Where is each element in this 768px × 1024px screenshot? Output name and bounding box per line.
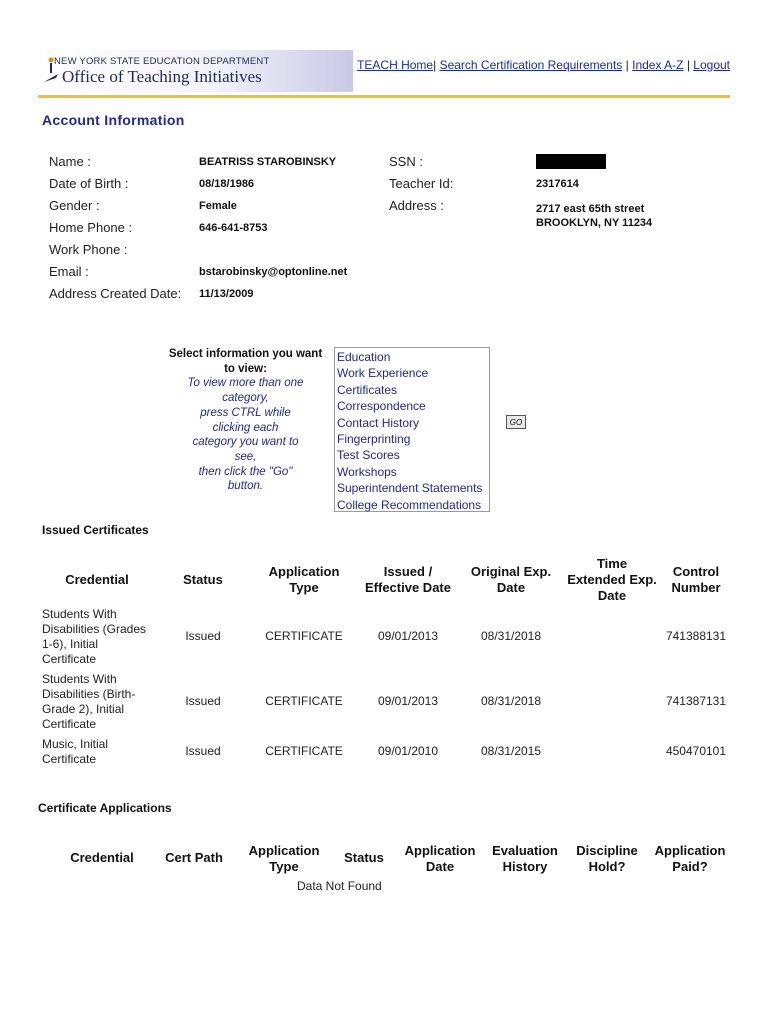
credential-line: Students With (42, 607, 117, 621)
selector-help-line: category you want to (192, 436, 299, 449)
issued-date-cell: 09/01/2013 (377, 694, 439, 708)
ssn-label: SSN : (389, 154, 423, 169)
credential-line: Students With (42, 672, 117, 686)
listbox-option-certificates[interactable]: Certificates (337, 382, 398, 397)
address-created-label: Address Created Date: (49, 286, 182, 301)
nav-search-cert-link[interactable]: Search Certification Requirements (439, 58, 623, 72)
application-type-cell: CERTIFICATE (265, 629, 343, 643)
credential-cell (42, 607, 162, 667)
application-type-cell: CERTIFICATE (265, 694, 343, 708)
certificate-applications-title: Certificate Applications (38, 801, 172, 815)
col-header-control-number-line1: Control (672, 564, 720, 579)
site-logo (38, 50, 353, 92)
col-header-application-type (252, 564, 356, 596)
listbox-option-college-recommendations[interactable]: College Recommendations (337, 497, 482, 512)
col-header-credential: Credential (65, 572, 129, 587)
teacher-id-label: Teacher Id: (389, 176, 454, 191)
top-nav: TEACH Home| Search Certification Requirements | Index A-Z | Logout (357, 58, 730, 72)
address-line1-value: 2717 east 65th street (536, 203, 645, 215)
app-col-header-credential: Credential (70, 850, 134, 865)
col-header-issued-date-line1: Issued / (383, 564, 433, 579)
app-col-header-evaluation-line1: Evaluation (492, 843, 558, 858)
app-col-header-discipline-line2: Hold? (588, 859, 626, 874)
app-col-header-application-date-line1: Application (404, 843, 476, 858)
home-phone-value: 646-641-8753 (199, 222, 268, 234)
col-header-time-extended-line1: Time (596, 556, 628, 571)
selector-help-line: press CTRL while (200, 406, 291, 419)
control-number-cell: 741388131 (665, 629, 727, 643)
info-category-listbox[interactable] (334, 347, 490, 512)
address-line2-value: BROOKLYN, NY 11234 (536, 217, 653, 229)
listbox-option-superintendent-statements[interactable]: Superintendent Statements (337, 481, 483, 496)
status-cell: Issued (185, 744, 221, 758)
app-col-header-discipline-line1: Discipline (576, 843, 638, 858)
app-col-header-evaluation-history (484, 843, 566, 875)
go-button[interactable] (506, 415, 526, 429)
col-header-control-number (662, 564, 730, 596)
listbox-option-education[interactable]: Education (337, 350, 391, 364)
listbox-option-workshops[interactable]: Workshops (337, 464, 397, 479)
teacher-id-value: 2317614 (536, 178, 579, 190)
app-col-header-cert-path: Cert Path (165, 850, 223, 865)
address-label: Address : (389, 198, 444, 213)
listbox-option-fingerprinting[interactable]: Fingerprinting (337, 432, 411, 447)
control-number-cell: 450470101 (665, 744, 727, 758)
credential-line: Certificate (42, 717, 97, 731)
dob-value: 08/18/1986 (199, 178, 255, 190)
office-name: Office of Teaching Initiatives (62, 67, 262, 86)
nav-teach-home-link[interactable]: TEACH Home (357, 58, 434, 72)
selector-help-line: button. (227, 480, 264, 493)
selector-heading-line2: to view: (224, 362, 267, 375)
app-col-header-application-type-line2: Type (269, 859, 299, 874)
status-cell: Issued (185, 694, 221, 708)
name-value: BEATRISS STAROBINSKY (199, 156, 337, 168)
app-col-header-application-paid (648, 843, 732, 875)
selector-help-line: clicking each (212, 421, 279, 434)
address-created-value: 11/13/2009 (199, 288, 254, 300)
app-col-header-evaluation-line2: History (502, 859, 548, 874)
credential-line: Music, Initial (42, 737, 109, 751)
col-header-application-type-line2: Type (289, 580, 319, 595)
credential-line: 1-6), Initial (42, 637, 99, 651)
col-header-time-extended-line3: Date (597, 588, 627, 603)
app-col-header-application-date-line2: Date (425, 859, 455, 874)
email-label: Email : (49, 264, 89, 279)
selector-heading-line1: Select information you want (168, 348, 323, 360)
app-col-header-application-type (240, 843, 328, 875)
issued-certificates-title: Issued Certificates (42, 523, 149, 537)
col-header-original-exp-line2: Date (496, 580, 526, 595)
col-header-status: Status (183, 572, 223, 587)
no-data-message: Data Not Found (297, 879, 382, 893)
original-exp-date-cell: 08/31/2015 (480, 744, 542, 758)
home-phone-label: Home Phone : (49, 220, 133, 235)
col-header-issued-date-line2: Effective Date (365, 580, 451, 595)
nav-logout-link[interactable]: Logout (693, 58, 730, 72)
listbox-option-correspondence[interactable]: Correspondence (337, 399, 426, 414)
email-value: bstarobinsky@optonline.net (199, 266, 348, 278)
issued-date-cell: 09/01/2010 (377, 744, 439, 758)
col-header-control-number-line2: Number (671, 580, 721, 595)
control-number-cell: 741387131 (665, 694, 727, 708)
app-col-header-paid-line2: Paid? (672, 859, 708, 874)
app-col-header-discipline-hold (568, 843, 646, 875)
status-cell: Issued (185, 629, 221, 643)
gender-value: Female (199, 200, 237, 212)
original-exp-date-cell: 08/31/2018 (480, 629, 542, 643)
app-col-header-paid-line1: Application (654, 843, 726, 858)
nav-index-link[interactable]: Index A-Z (632, 58, 684, 72)
credential-line: Disabilities (Grades (42, 622, 147, 636)
gender-label: Gender : (49, 198, 100, 213)
app-col-header-application-type-line1: Application (248, 843, 320, 858)
listbox-option-work-experience[interactable]: Work Experience (337, 366, 429, 381)
col-header-original-exp-line1: Original Exp. (470, 564, 552, 579)
page-title: Account Information (42, 112, 185, 128)
selector-instructions (163, 347, 328, 494)
work-phone-label: Work Phone : (49, 242, 128, 257)
issued-date-cell: 09/01/2013 (377, 629, 439, 643)
app-col-header-status: Status (344, 850, 384, 865)
app-col-header-application-date (396, 843, 484, 875)
credential-line: Certificate (42, 652, 97, 666)
selector-help-line: To view more than one (187, 377, 304, 390)
selector-help-line: category, (222, 392, 269, 405)
original-exp-date-cell: 08/31/2018 (480, 694, 542, 708)
credential-cell (42, 737, 162, 767)
application-type-cell: CERTIFICATE (265, 744, 343, 758)
dob-label: Date of Birth : (49, 176, 129, 191)
department-name: NEW YORK STATE EDUCATION DEPARTMENT (54, 56, 270, 67)
listbox-option-contact-history[interactable]: Contact History (337, 415, 420, 430)
col-header-time-extended-line2: Extended Exp. (567, 572, 657, 587)
credential-cell (42, 672, 162, 732)
col-header-issued-date (358, 564, 458, 596)
listbox-option-test-scores[interactable]: Test Scores (337, 448, 400, 463)
col-header-original-exp-date (462, 564, 560, 596)
go-button-label: GO (509, 418, 523, 427)
col-header-application-type-line1: Application (268, 564, 340, 579)
header-divider (38, 95, 730, 98)
selector-help-line: see, (234, 450, 257, 463)
selector-help-line: then click the "Go" (198, 465, 293, 478)
name-label: Name : (49, 154, 91, 169)
col-header-time-extended-exp-date (560, 556, 664, 604)
ssn-redacted-value (536, 154, 606, 169)
credential-line: Certificate (42, 752, 97, 766)
credential-line: Disabilities (Birth- (42, 687, 136, 701)
credential-line: Grade 2), Initial (42, 702, 125, 716)
